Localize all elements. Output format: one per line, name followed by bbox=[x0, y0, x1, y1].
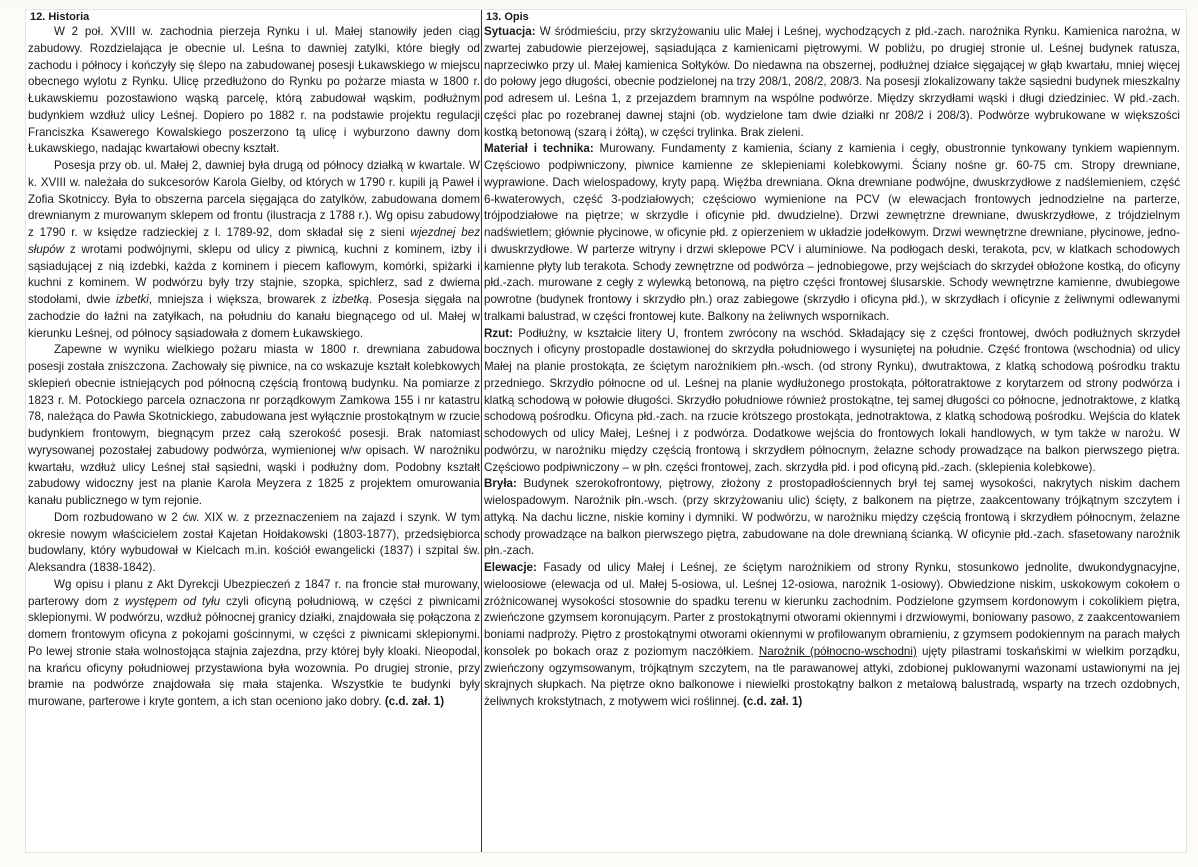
description-text: Murowany. Fundamenty z kamienia, ściany z kamienia i cegły, obustronnie tynkowany tynkiem wapiennym. Częściowo podpiwniczony, piwnice kamienne ze sklepieniami kolebkowymi. Ściany nośne gr. 60-75 cm. Stropy drewniane, wyprawione. Dach wielospadowy, kryty papą. Więźba drewniana. Okna drewniane podwójne, dwuskrzydłowe z nadślemieniem, część 6-kwaterowych, część 3-podziałowych; częściowo wymienione na PCV (w elewacjach frontowych jednodzielne na parterze, trójpodziałowe na piętrze; w skrzydle i oficynie płd. dwudzielne). Drzwi zewnętrzne drewniane, dwuskrzydłowe, z trójdzielnym nadświetlem; głównie płycinowe, w oficynie płd. z opierzeniem w układzie jodełkowym. Drzwi wewnętrzne drewniane, płycinowe, jedno- i dwuskrzydłowe. W parterze witryny i drzwi sklepowe PCV i aluminiowe. Na podłogach deski, terakota, pcv, w klatkach schodowych kamienne płyty lub terakota. Schody zewnętrzne od podwórza – jednobiegowe, przy wejściach do skrzydeł obłożone kostką, do oficyny płd.-zach. murowane z cegły z wylewką betonową, na piętro części frontowej ślusarskie. Schody wewnętrzne kamienne, dwubiegowe powrotne (budynek frontowy i skrzydło płn.) oraz zabiegowe (skrzydło i oficyna płd.), w skrzydłach i oficynie z żeliwnymi odlewanymi tralkami balustrad, w części frontowej kute. Balkony na żeliwnych wspornikach. bbox=[484, 142, 1180, 323]
history-heading: 12. Historia bbox=[30, 11, 90, 23]
history-text: Wg opisu i planu z Akt Dyrekcji Ubezpieczeń z 1847 r. na froncie stał murowany, parterowy dom z bbox=[28, 577, 480, 608]
description-text: (c.d. zał. 1) bbox=[743, 695, 803, 708]
column-divider bbox=[481, 10, 482, 852]
history-text: , mniejsza i większa, browarek z bbox=[148, 293, 333, 306]
history-text: izbetki bbox=[115, 293, 149, 306]
description-text: W śródmieściu, przy skrzyżowaniu ulic Małej i Leśnej, wychodzących z płd.-zach. narożnika Rynku. Kamienica narożna, w zwartej zabudowie pierzejowej, sąsiadująca z kamienicami piętrowymi. W pobliżu, po drugiej stronie ul. Leśnej budynek ratusza, naprzeciwko przy ul. Małej kamienica Sołtyków. Do niedawna na obszernej, podłużnej działce sięgającej w głąb kwartału, mniej więcej do połowy jego długości, obecnie podzielonej na trzy 208/1, 208/2, 208/3. Na posesji zlokalizowany także sąsiedni budynek mieszkalny pod adresem ul. Leśna 1, z przejazdem bramnym na wspólne podwórze. Między skrzydłami wąski i długi dziedziniec. W płd.-zach. części plac po rozebranej dawnej stajni (ob. wydzielone tam dwie działki nr 208/2 i 208/3). Podwórze wybrukowane w większości kostką betonową (szarą i żółtą), w części trylinka. Brak zieleni. bbox=[484, 25, 1180, 139]
history-paragraph bbox=[28, 158, 480, 342]
history-text: (c.d. zał. 1) bbox=[384, 695, 445, 708]
description-column bbox=[484, 10, 1180, 852]
history-text: czyli oficyną południową, w części z piwnicami sklepionymi. W podwórzu, wzdłuż północnej granicy działki, znajdowała się połączona z domem frontowym oficyna z pokojami gościnnymi, w części z piwnicami sklepionymi. Po lewej stronie stała wolnostojąca stajnia zajezdna, przy której były kloaki. Nieopodal, na krańcu oficyny południowej przystawiona była wozownia. Po drugiej stronie, przy bramie na podwórze znajdowała się mała stajenka. Wszystkie te budynki były murowane, parterowe i kryte gontem, a ich stan oceniono jako dobry. bbox=[28, 594, 480, 708]
history-paragraph bbox=[28, 510, 480, 577]
history-paragraph bbox=[28, 342, 480, 510]
description-paragraph bbox=[484, 141, 1180, 325]
description-text: Sytuacja: bbox=[484, 25, 536, 38]
history-body bbox=[28, 24, 480, 711]
description-paragraph bbox=[484, 24, 1180, 141]
history-text: Posesja przy ob. ul. Małej 2, dawniej była drugą od północy działką w kwartale. W k. XVIII w. należała do sukcesorów Karola Gielby, od których w 1790 r. kupili ją Paweł i Zofia Skotniccy. Była to obszerna parcela sięgająca do zatylków, zabudowana domem drewnianym z murowanym sklepem od frontu (ilustracja z 1788 r.). Wg opisu zabudowy z 1790 r. w księdze radzieckiej z l. 1789-92, dom składał się z sieni bbox=[28, 159, 480, 239]
description-paragraph bbox=[484, 326, 1180, 477]
history-text: wjezdnej bez słupów bbox=[28, 226, 480, 256]
history-text: z wrotami podwójnymi, sklepu od ulicy z piwnicą, kuchni z kominem, izby i sąsiadującej z nią izdebki, każda z kominem i piecem kaflowym, komórki, spiżarki i kuchni z kominem. W podwórzu były trzy stajnie, szopka, spichlerz, sad z dwiema stodołami, dwie bbox=[28, 242, 480, 306]
description-heading: 13. Opis bbox=[486, 11, 529, 23]
history-text: . Posesja sięgała na zachodzie do łaźni na zatyłkach, na południu do kanału biegnącego od ul. Małej w kierunku Leśnej, od północy sąsiadowała z domem Łukawskiego. bbox=[28, 293, 480, 340]
history-paragraph bbox=[28, 24, 480, 158]
description-text: Rzut: bbox=[484, 326, 513, 340]
description-text: Bryła: bbox=[484, 477, 517, 491]
description-text: Fasady od ulicy Małej i Leśnej, ze ściętym narożnikiem od strony Rynku, stosunkowo jednolite, dwukondygnacyjne, wieloosiowe (elewacja od ul. Małej 5-osiowa, ul. Leśnej 12-osiowa, narożnik 1-osiowy). Obwiedzione niskim, uskokowym cokołem o zróżnicowanej wysokości stosownie do spadku terenu w kierunku zachodnim. Podzielone gzymsem kordonowym i cokolikiem piętra, zwieńczone gzymsem koronującym. Parter z prostokątnymi otworami okiennymi i drzwiowymi, boniowany pasowo, z zaakcentowaniem boniami nadproży. Piętro z prostokątnymi otworami okiennymi w profilowanym obramieniu, z gzymsem podokiennym na parach małych konsolek po bokach oraz z poziomym naczółkiem. bbox=[484, 561, 1180, 658]
description-text: Elewacje: bbox=[484, 561, 537, 574]
description-paragraph bbox=[484, 476, 1180, 560]
document-sheet bbox=[26, 10, 1186, 852]
scan-edge bbox=[0, 0, 1198, 10]
description-text: Materiał i technika: bbox=[484, 142, 594, 156]
history-text: W 2 poł. XVIII w. zachodnia pierzeja Rynku i ul. Małej stanowiły jeden ciąg zabudowy. Rozdzielająca je obecnie ul. Leśna to dawniej zatylki, które biegły od zachodu i północy i kończyły się ślepo na zabudowanej posesji Łukawskiego w miejscu obecnego wylotu z Rynku. Ulicę przedłużono do Rynku po pożarze miasta w 1800 r. Łukawskiemu pozostawiono wąską parcelę, którą zabudował wąskim, podłużnym budynkiem wzdłuż ulicy Leśnej. Dopiero po 1882 r. na podstawie projektu regulacji Franciszka Ksawerego Kowalskiego poszerzono tą ulicę i wyburzono dawny dom Łukawskiego, nadając kwartałowi obecny kształt. bbox=[28, 25, 480, 156]
history-text: Zapewne w wyniku wielkiego pożaru miasta w 1800 r. drewniana zabudowa posesji została zniszczona. Zachowały się piwnice, na co wskazuje kształt kolebkowych sklepień obecnie istniejących pod północną częścią frontową budynku. Na pomiarze z 1823 r. M. Potockiego parcela oznaczona nr porządkowym Zamkowa 155 i nr katastru 78, należąca do Pawła Skotnickiego, zabudowana jest wyłącznie prostokątnym w rzucie budynkiem frontowym, biegnącym przez całą szerokość posesji. Brak natomiast wyrysowanej pozostałej zabudowy podwórza, wymienionej w/w opisach. W narożniku kwartału, wzdłuż ulicy Leśnej stał sąsiedni, wąski i podłużny dom. Podobny kształt zabudowy widoczny jest na planie Karola Meyzera z 1825 z projektem omurowania kanału publicznego w tym rejonie. bbox=[28, 343, 480, 507]
description-text: Podłużny, w kształcie litery U, frontem zwrócony na wschód. Składający się z części frontowej, dwóch podłużnych skrzydeł bocznych i oficyny prostopadle dostawionej do skrzydła południowego i wysuniętej na południe. Część frontowa (wschodnia) od ulicy Małej na planie prostokąta, ze ściętym narożnikiem płn.-wsch. (od strony Rynku), dwutraktowa, z klatką schodową pośrodku traktu przedniego. Skrzydło północne od ul. Leśnej na planie wydłużonego prostokąta, półtoratraktowe z korytarzem od strony podwórza i klatką schodową w połowie długości. Skrzydło południowe również prostokątne, tej samej długości co północne, jednotraktowe, z klatką schodową pośrodku. Oficyna płd.-zach. na rzucie krótszego prostokąta, jednotraktowa, z klatką schodową pośrodku. Wejścia do klatek schodowych od ulicy Małej, Leśnej i z podwórza. Dodatkowe wejścia do frontowych lokali handlowych, w tym także w narożu. W podwórzu, w narożniku między częścią frontową i skrzydłem północnym, żelazne schody prowadzące na balkon pierwszego piętra. Częściowo podpiwniczony – w płn. części frontowej, zach. skrzydła płd. i pod oficyną płd.-zach. (sklepienia kolebkowe). bbox=[484, 326, 1180, 474]
history-column bbox=[28, 10, 480, 852]
description-text: Narożnik (północno-wschodni) bbox=[758, 644, 917, 658]
description-body bbox=[484, 24, 1180, 711]
history-text: występem od tyłu bbox=[125, 594, 221, 608]
description-text: ujęty pilastrami toskańskimi w wielkim porządku, zwieńczony ogzymsowanym, trójkątnym szczytem, na tle parawanowej attyki, zdobionej puklowanymi wazonami ustawionymi na jej skrajnych słupkach. Na piętrze okno balkonowe i niewielki prostokątny balkon z metalową balustradą, wsparty na trzech ozdobnych, żeliwnych krokstytnach, z motywem wici roślinnej. bbox=[484, 644, 1180, 708]
history-text: Dom rozbudowano w 2 ćw. XIX w. z przeznaczeniem na zajazd i szynk. W tym okresie nowym właścicielem został Kajetan Hołdakowski (1803-1877), przedsiębiorca budowlany, który wybudował w Kielcach m.in. kościół ewangelicki (1837) i szpital św. Aleksandra (1838-1842). bbox=[28, 510, 480, 574]
history-paragraph bbox=[28, 577, 480, 711]
description-text: Budynek szerokofrontowy, piętrowy, złożony z prostopadłościennych brył tej samej wysokości, nakrytych niskim dachem wielospadowym. Narożnik płn.-wsch. (przy skrzyżowaniu ulic) ścięty, z balkonem na piętrze, zaakcentowany trójkątnym szczytem i attyką. Na dachu liczne, niskie kominy i dymniki. W podwórzu, w narożniku między częścią frontową i skrzydłem północnym, żelazne schody prowadzące na balkon pierwszego piętra, zabudowane na dole drewnianą ścianką. W oficynie płd.-zach. sfasetowany narożnik płn.-zach. bbox=[484, 477, 1180, 558]
history-text: izbetką bbox=[332, 293, 369, 306]
description-paragraph bbox=[484, 560, 1180, 711]
